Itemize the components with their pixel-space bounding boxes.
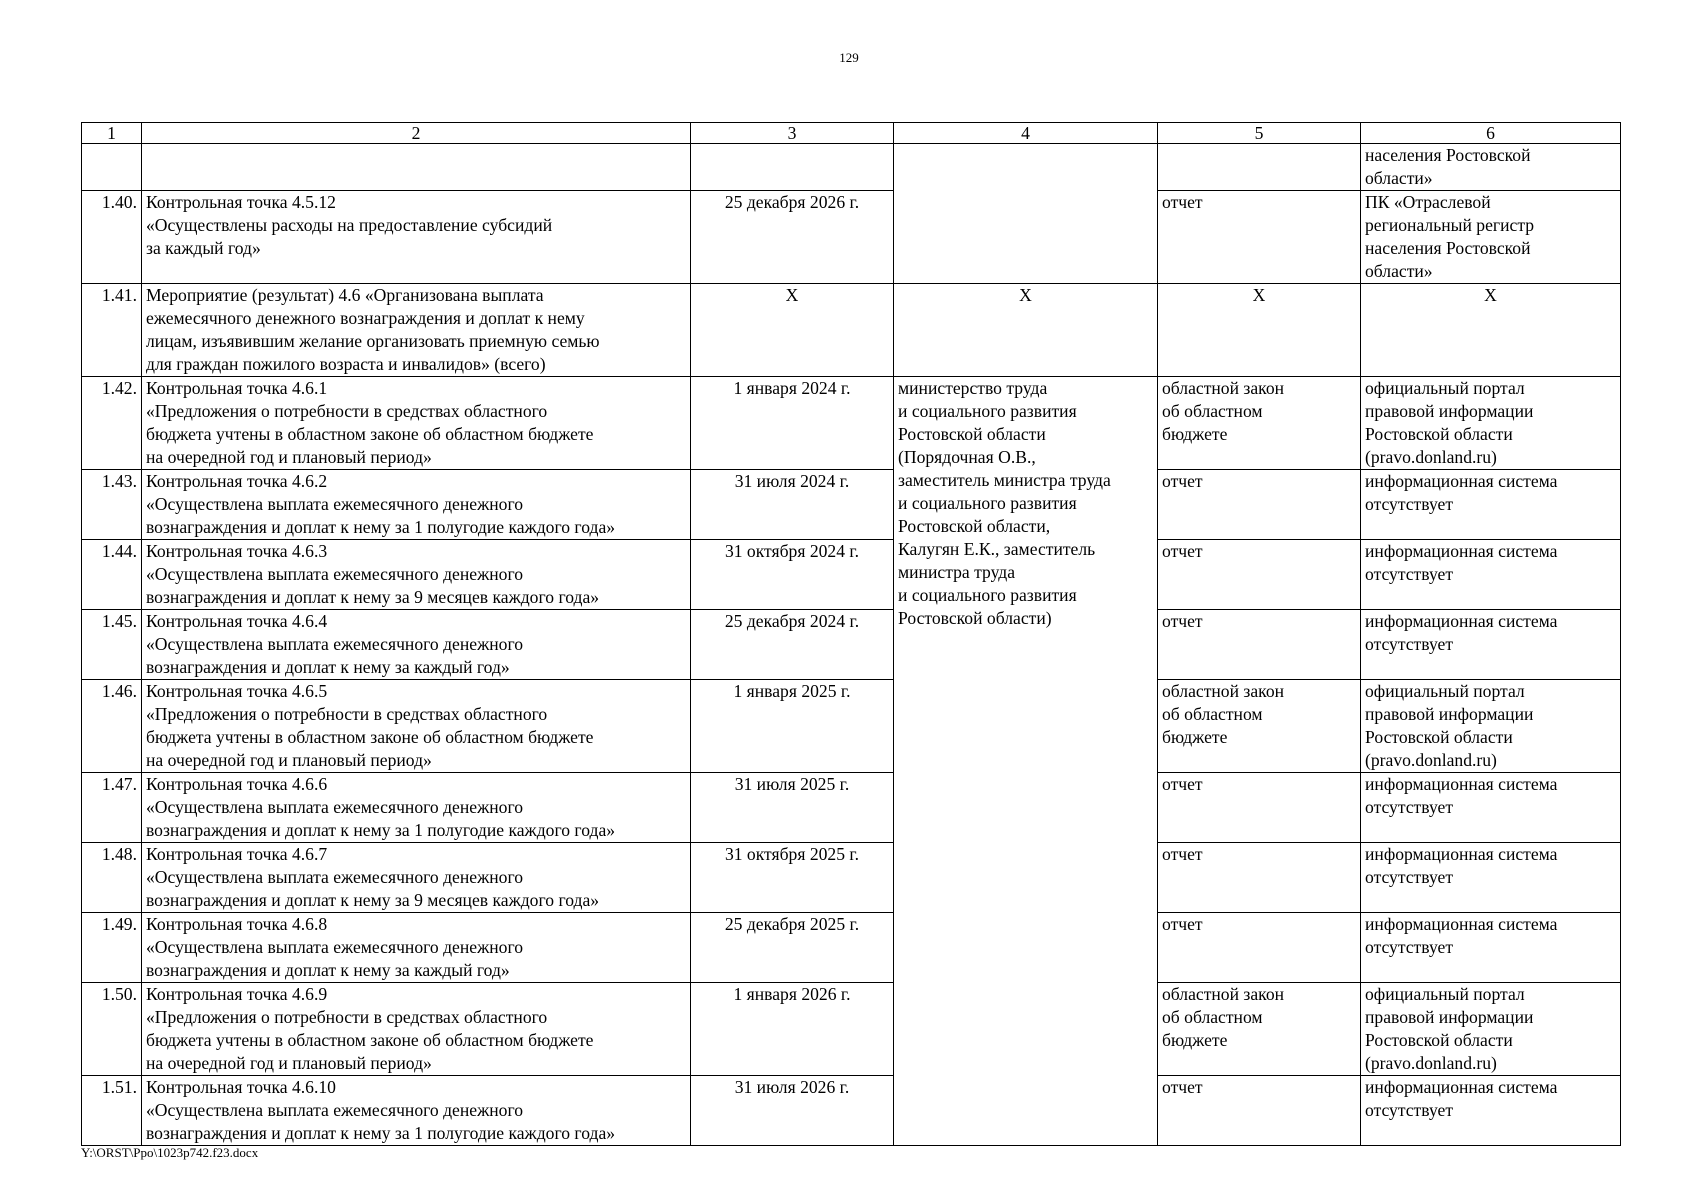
cell-document: отчет (1158, 191, 1361, 284)
cell-responsible: министерство труда и социального развития Ростовской области (Порядочная О.В., заместитель министра труда и социального развития Ростовской области, Калугян Е.К., заместитель министра труда и социального развития Ростовской области) (894, 377, 1158, 1146)
cell-number: 1.49. (82, 913, 142, 983)
cell-number: 1.45. (82, 610, 142, 680)
cell-name: Контрольная точка 4.6.6 «Осуществлена выплата ежемесячного денежного вознаграждения и доплат к нему за 1 полугодие каждого года» (142, 773, 691, 843)
table-row (82, 377, 1621, 470)
cell-number: 1.44. (82, 540, 142, 610)
cell-responsible: X (894, 284, 1158, 377)
cell-name: Контрольная точка 4.6.8 «Осуществлена выплата ежемесячного денежного вознаграждения и доплат к нему за каждый год» (142, 913, 691, 983)
cell-number (82, 144, 142, 191)
cell-document: отчет (1158, 610, 1361, 680)
table-row (82, 1076, 1621, 1146)
cell-date: 1 января 2024 г. (691, 377, 894, 470)
cell-number: 1.41. (82, 284, 142, 377)
cell-document: отчет (1158, 470, 1361, 540)
cell-document: отчет (1158, 773, 1361, 843)
table-row (82, 191, 1621, 284)
cell-system: официальный портал правовой информации Ростовской области (pravo.donland.ru) (1361, 983, 1621, 1076)
cell-name: Контрольная точка 4.6.10 «Осуществлена выплата ежемесячного денежного вознаграждения и доплат к нему за 1 полугодие каждого года» (142, 1076, 691, 1146)
table-row (82, 773, 1621, 843)
cell-document: X (1158, 284, 1361, 377)
cell-document: областной закон об областном бюджете (1158, 680, 1361, 773)
cell-date: 25 декабря 2025 г. (691, 913, 894, 983)
table-row (82, 983, 1621, 1076)
cell-date: 31 июля 2025 г. (691, 773, 894, 843)
cell-name: Контрольная точка 4.6.9 «Предложения о потребности в средствах областного бюджета учтены в областном законе об областном бюджете на очередной год и плановый период» (142, 983, 691, 1076)
column-header: 2 (142, 123, 691, 144)
cell-number: 1.46. (82, 680, 142, 773)
table-row (82, 470, 1621, 540)
cell-date: 1 января 2026 г. (691, 983, 894, 1076)
cell-date: 31 октября 2025 г. (691, 843, 894, 913)
column-header: 6 (1361, 123, 1621, 144)
cell-name: Контрольная точка 4.6.4 «Осуществлена выплата ежемесячного денежного вознаграждения и доплат к нему за каждый год» (142, 610, 691, 680)
cell-system: X (1361, 284, 1621, 377)
cell-date: 31 июля 2024 г. (691, 470, 894, 540)
cell-number: 1.51. (82, 1076, 142, 1146)
cell-number: 1.50. (82, 983, 142, 1076)
cell-document (1158, 144, 1361, 191)
table-row (82, 680, 1621, 773)
cell-date: 31 июля 2026 г. (691, 1076, 894, 1146)
cell-name: Контрольная точка 4.6.3 «Осуществлена выплата ежемесячного денежного вознаграждения и доплат к нему за 9 месяцев каждого года» (142, 540, 691, 610)
column-header: 1 (82, 123, 142, 144)
cell-system: населения Ростовской области» (1361, 144, 1621, 191)
cell-document: областной закон об областном бюджете (1158, 983, 1361, 1076)
column-number-row (82, 123, 1621, 144)
cell-document: областной закон об областном бюджете (1158, 377, 1361, 470)
cell-name: Мероприятие (результат) 4.6 «Организована выплата ежемесячного денежного вознаграждения и доплат к нему лицам, изъявившим желание организовать приемную семью для граждан пожилого возраста и инвалидов» (всего) (142, 284, 691, 377)
cell-system: информационная система отсутствует (1361, 540, 1621, 610)
cell-system: информационная система отсутствует (1361, 773, 1621, 843)
table-row (82, 540, 1621, 610)
cell-date: 25 декабря 2024 г. (691, 610, 894, 680)
cell-system: информационная система отсутствует (1361, 470, 1621, 540)
cell-number: 1.43. (82, 470, 142, 540)
cell-date: 25 декабря 2026 г. (691, 191, 894, 284)
cell-name: Контрольная точка 4.6.1 «Предложения о потребности в средствах областного бюджета учтены в областном законе об областном бюджете на очередной год и плановый период» (142, 377, 691, 470)
cell-date (691, 144, 894, 191)
cell-name: Контрольная точка 4.6.2 «Осуществлена выплата ежемесячного денежного вознаграждения и доплат к нему за 1 полугодие каждого года» (142, 470, 691, 540)
table-row (82, 843, 1621, 913)
cell-document: отчет (1158, 540, 1361, 610)
cell-number: 1.40. (82, 191, 142, 284)
cell-system: официальный портал правовой информации Ростовской области (pravo.donland.ru) (1361, 377, 1621, 470)
plan-table (81, 122, 1621, 1146)
column-header: 5 (1158, 123, 1361, 144)
page-number: 129 (839, 50, 859, 65)
cell-number: 1.47. (82, 773, 142, 843)
cell-date: 31 октября 2024 г. (691, 540, 894, 610)
cell-date: X (691, 284, 894, 377)
table-row (82, 610, 1621, 680)
cell-name: Контрольная точка 4.6.5 «Предложения о потребности в средствах областного бюджета учтены в областном законе об областном бюджете на очередной год и плановый период» (142, 680, 691, 773)
cell-system: информационная система отсутствует (1361, 843, 1621, 913)
table-row (82, 913, 1621, 983)
cell-number: 1.48. (82, 843, 142, 913)
cell-system: информационная система отсутствует (1361, 913, 1621, 983)
cell-system: официальный портал правовой информации Ростовской области (pravo.donland.ru) (1361, 680, 1621, 773)
column-header: 3 (691, 123, 894, 144)
cell-document: отчет (1158, 913, 1361, 983)
cell-name: Контрольная точка 4.5.12 «Осуществлены расходы на предоставление субсидий за каждый год» (142, 191, 691, 284)
continuation-row (82, 144, 1621, 191)
cell-name (142, 144, 691, 191)
cell-responsible (894, 144, 1158, 284)
footer-file-path: Y:\ORST\Ppo\1023p742.f23.docx (81, 1145, 259, 1160)
cell-system: информационная система отсутствует (1361, 1076, 1621, 1146)
table-row (82, 284, 1621, 377)
cell-date: 1 января 2025 г. (691, 680, 894, 773)
column-header: 4 (894, 123, 1158, 144)
cell-system: информационная система отсутствует (1361, 610, 1621, 680)
cell-system: ПК «Отраслевой региональный регистр населения Ростовской области» (1361, 191, 1621, 284)
cell-document: отчет (1158, 1076, 1361, 1146)
cell-document: отчет (1158, 843, 1361, 913)
cell-number: 1.42. (82, 377, 142, 470)
cell-name: Контрольная точка 4.6.7 «Осуществлена выплата ежемесячного денежного вознаграждения и доплат к нему за 9 месяцев каждого года» (142, 843, 691, 913)
